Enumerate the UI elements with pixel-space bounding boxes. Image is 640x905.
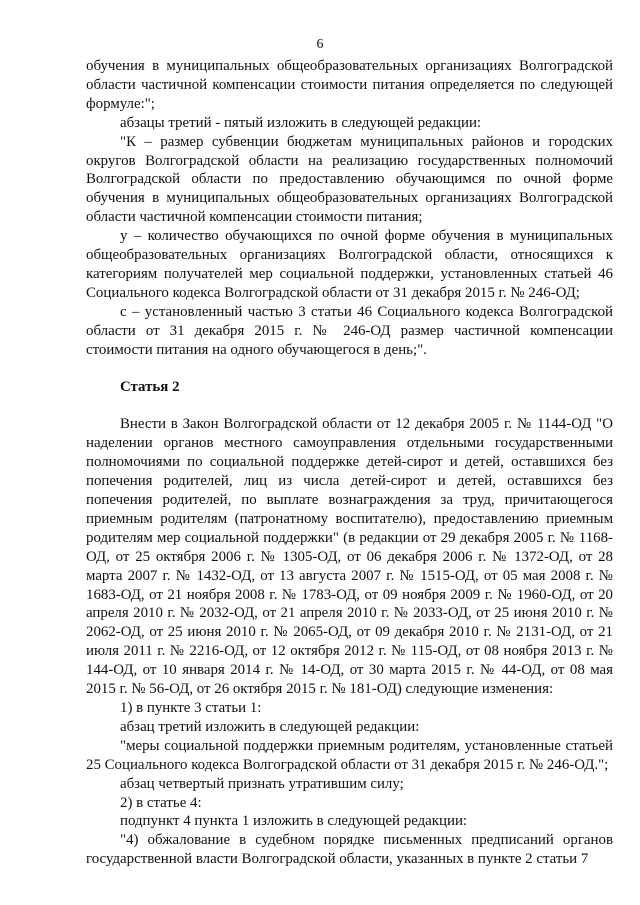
paragraph-item-1-intro: абзац третий изложить в следующей редакции:	[120, 718, 420, 735]
paragraph-item-2-intro: подпункт 4 пункта 1 изложить в следующей редакции:	[120, 813, 468, 830]
paragraph-definition-k: "К – размер субвенции бюджетам муниципальных районов и городских округов Волгоградской области на реализацию государственных полномочий Волгоградской области по предоставлению обучающимся по очной форме обучения в муниципальных общеобразовательных организациях Волгоградской области частичной компенсации стоимости питания;	[86, 133, 613, 226]
paragraph-definition-c: с – установленный частью 3 статьи 46 Социального кодекса Волгоградской области от 31 декабря 2015 г. № 246-ОД размер частичной компенсации стоимости питания на одного обучающегося в день;".	[86, 303, 613, 358]
paragraph-item-2: 2) в статье 4:	[120, 794, 202, 811]
paragraph-item-2-text: "4) обжалование в судебном порядке письменных предписаний органов государственной власти Волгоградской области, указанных в пункте 2 статьи 7	[86, 832, 613, 868]
paragraph-item-1-text: "меры социальной поддержки приемным родителям, установленные статьей 25 Социального кодекса Волгоградской области от 31 декабря 2015 г. № 246-ОД.";	[86, 737, 613, 773]
paragraph-law-amendment: Внести в Закон Волгоградской области от 12 декабря 2005 г. № 1144-ОД "О наделении органов местного самоуправления отдельными государственными полномочиями по социальной поддержке детей-сирот и детей, оставшихся без попечения родителей, лиц из числа детей-сирот и детей, оставшихся без попечения родителей, по выплате вознаграждения за труд, причитающегося приемным родителям (патронатному воспитателю), предоставлению приемным родителям мер социальной поддержки" (в редакции от 29 декабря 2005 г. № 1168-ОД, от 25 октября 2006 г. № 1305-ОД, от 06 декабря 2006 г. № 1372-ОД, от 28 марта 2007 г. № 1432-ОД, от 13 августа 2007 г. № 1515-ОД, от 05 мая 2008 г. № 1683-ОД, от 21 ноября 2008 г. № 1783-ОД, от 09 ноября 2009 г. № 1960-ОД, от 20 апреля 2010 г. № 2032-ОД, от 21 апреля 2010 г. № 2033-ОД, от 25 июня 2010 г. № 2062-ОД, от 25 июня 2010 г. № 2065-ОД, от 09 декабря 2010 г. № 2131-ОД, от 21 июля 2011 г. № 2216-ОД, от 12 октября 2012 г. № 115-ОД, от 08 ноября 2013 г. № 144-ОД, от 10 января 2014 г. № 14-ОД, от 30 марта 2015 г. № 44-ОД, от 08 мая 2015 г. № 56-ОД, от 26 октября 2015 г. № 181-ОД) следующие изменения:	[86, 416, 613, 698]
paragraph-item-1-repeal: абзац четвертый признать утратившим силу;	[120, 775, 404, 792]
page-number: 6	[316, 37, 324, 52]
document-body	[86, 57, 613, 869]
paragraph-amendment-intro: абзацы третий - пятый изложить в следующей редакции:	[120, 114, 482, 131]
paragraph-continuation: обучения в муниципальных общеобразовательных организациях Волгоградской области частичной компенсации стоимости питания определяется по следующей формуле:";	[86, 58, 613, 112]
paragraph-definition-y: у – количество обучающихся по очной форме обучения в муниципальных общеобразовательных организациях Волгоградской области, относящихся к категориям получателей мер социальной поддержки, установленных статьей 46 Социального кодекса Волгоградской области от 31 декабря 2015 г. № 246-ОД;	[86, 228, 613, 301]
paragraph-item-1: 1) в пункте 3 статьи 1:	[120, 700, 262, 716]
article-heading: Статья 2	[120, 378, 180, 395]
